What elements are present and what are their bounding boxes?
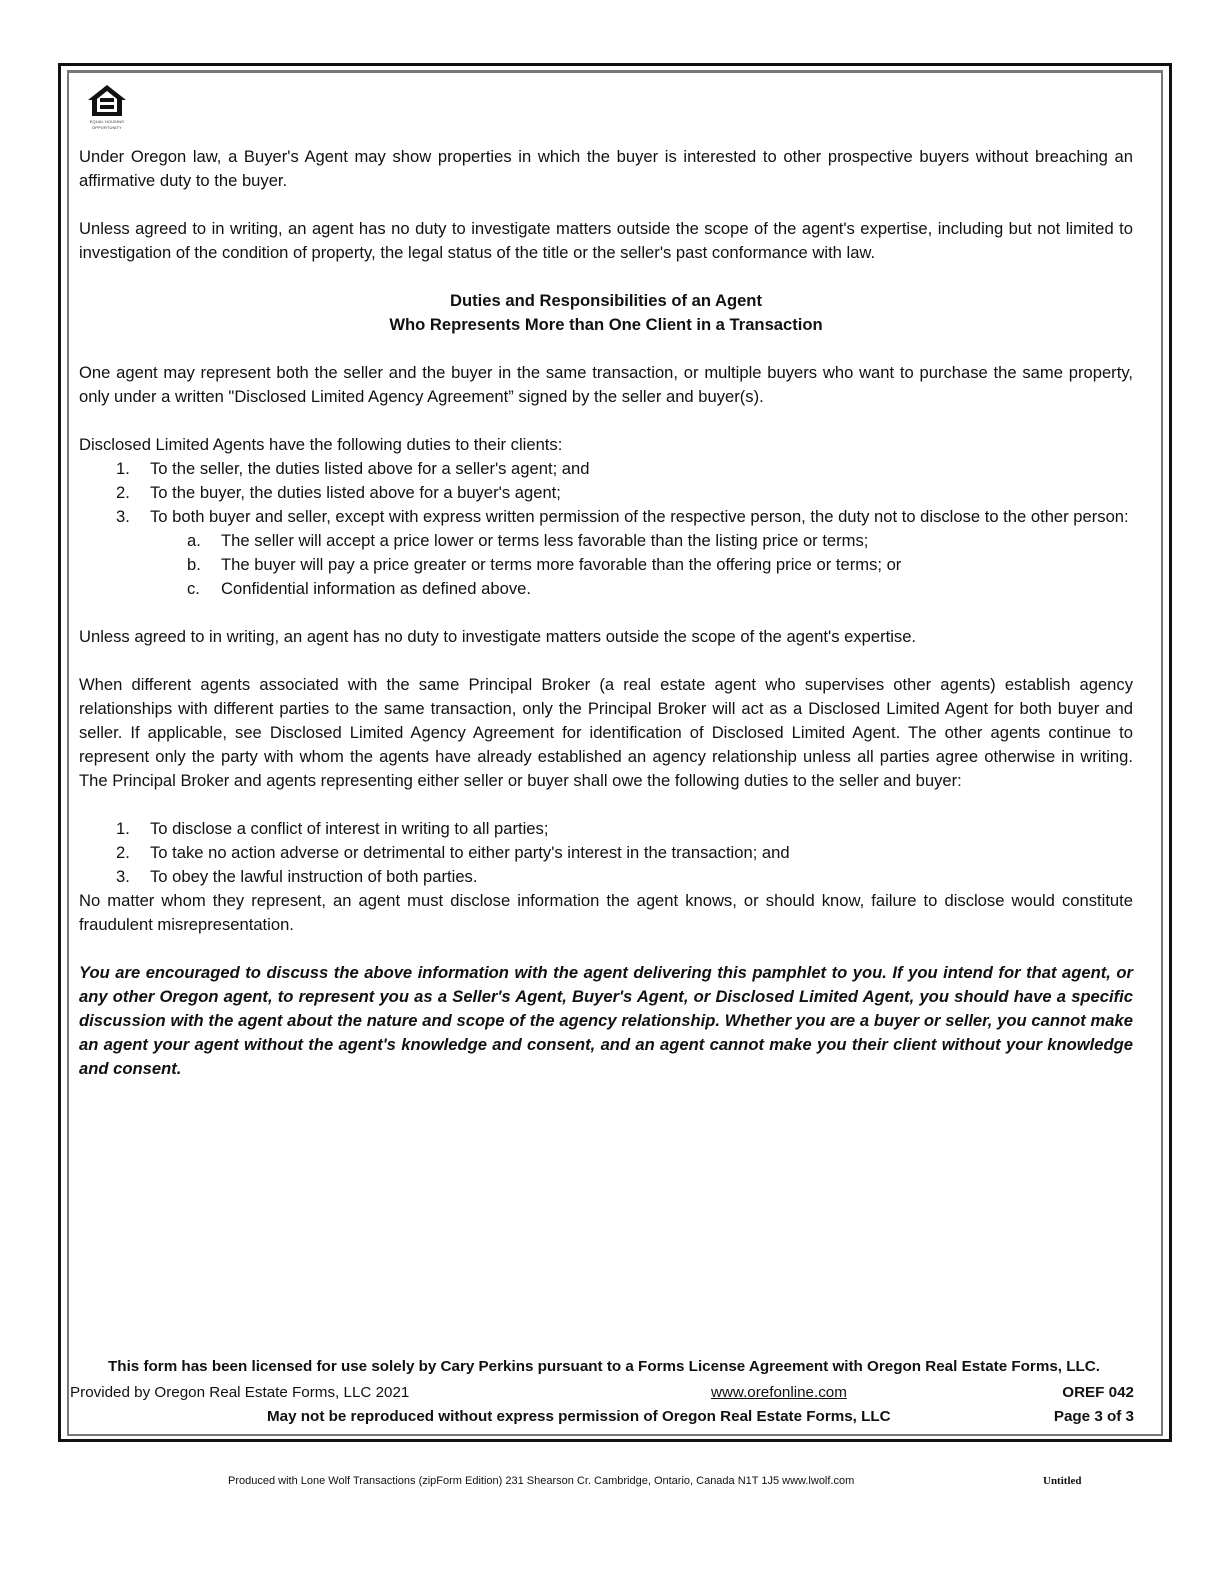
equal-housing-logo [84, 84, 130, 132]
page-number: Page 3 of 3 [1053, 1408, 1134, 1425]
sublist-item [150, 553, 1133, 577]
duties-sublist [150, 529, 1133, 601]
paragraph-buyers-agent: Under Oregon law, a Buyer's Agent may show properties in which the buyer is interested to other prospective buyers without breaching an affirmative duty to the buyer. [79, 147, 1133, 190]
broker-duties-list [79, 817, 1133, 889]
producer-line: Produced with Lone Wolf Transactions (zipForm Edition) 231 Shearson Cr. Cambridge, Ontario, Canada N1T 1J5 www.lwolf.com [228, 1475, 855, 1487]
reproduction-notice: May not be reproduced without express permission of Oregon Real Estate Forms, LLC [267, 1408, 891, 1425]
sublist-letter: a. [187, 531, 201, 550]
paragraph-disclosed-limited-agency: One agent may represent both the seller and the buyer in the same transaction, or multiple buyers who want to purchase the same property, only under a written "Disclosed Limited Agency Agreement” signed by the seller and buyer(s). [79, 363, 1133, 406]
heading-line-2: Who Represents More than One Client in a Transaction [389, 315, 823, 334]
list-item [79, 817, 1133, 841]
list-number: 1. [116, 819, 130, 838]
form-id: OREF 042 [1062, 1384, 1134, 1401]
section-heading [79, 289, 1133, 337]
document-name: Untitled [1043, 1475, 1082, 1487]
paragraph-principal-broker: When different agents associated with the same Principal Broker (a real estate agent who supervises other agents) establish agency relationships with different parties to the same transaction, only the Principal Broker will act as a Disclosed Limited Agent for both buyer and seller. If applicable, see Disclosed Limited Agency Agreement for identification of Disclosed Limited Agent. The other agents continue to represent only the party with whom the agents have already established an agency relationship unless all parties agree otherwise in writing. The Principal Broker and agents representing either seller or buyer shall owe the following duties to the seller and buyer: [79, 675, 1133, 790]
list-item [79, 481, 1133, 505]
paragraph-must-disclose: No matter whom they represent, an agent must disclose information the agent knows, or should know, failure to disclose would constitute fraudulent misrepresentation. [79, 891, 1133, 934]
list-number: 1. [116, 459, 130, 478]
equal-housing-opportunity-icon [86, 84, 128, 118]
sublist-letter: b. [187, 555, 201, 574]
list-text: To obey the lawful instruction of both parties. [150, 867, 478, 886]
list-item [79, 841, 1133, 865]
document-body [79, 145, 1133, 1081]
list-text: To both buyer and seller, except with express written permission of the respective person, the duty not to disclose to the other person: [150, 507, 1129, 526]
website-link[interactable]: www.orefonline.com [711, 1384, 847, 1401]
list-number: 3. [116, 867, 130, 886]
list-text: To the buyer, the duties listed above for a buyer's agent; [150, 483, 561, 502]
disclosed-limited-agent-duties [79, 433, 1133, 601]
sublist-text: Confidential information as defined above. [221, 579, 531, 598]
sublist-text: The seller will accept a price lower or terms less favorable than the listing price or terms; [221, 531, 869, 550]
duties-list [79, 457, 1133, 601]
list-text: To take no action adverse or detrimental to either party's interest in the transaction; and [150, 843, 790, 862]
paragraph-no-duty-investigate: Unless agreed to in writing, an agent has no duty to investigate matters outside the scope of the agent's expertise, including but not limited to investigation of the condition of property, the legal status of the title or the seller's past conformance with law. [79, 219, 1133, 262]
sublist-letter: c. [187, 579, 200, 598]
duties-intro: Disclosed Limited Agents have the following duties to their clients: [79, 435, 563, 454]
provided-by: Provided by Oregon Real Estate Forms, LLC 2021 [70, 1384, 410, 1401]
license-notice: This form has been licensed for use solely by Cary Perkins pursuant to a Forms License Agreement with Oregon Real Estate Forms, LLC. [108, 1358, 1100, 1375]
sublist-text: The buyer will pay a price greater or terms more favorable than the offering price or terms; or [221, 555, 902, 574]
list-item [79, 457, 1133, 481]
list-item [79, 505, 1133, 601]
logo-caption-line1: EQUAL HOUSING [89, 119, 125, 124]
sublist-item [150, 577, 1133, 601]
paragraph-no-duty-expertise: Unless agreed to in writing, an agent has no duty to investigate matters outside the scope of the agent's expertise. [79, 627, 917, 646]
list-item [79, 865, 1133, 889]
logo-caption-line2: OPPORTUNITY [92, 125, 122, 130]
heading-line-1: Duties and Responsibilities of an Agent [450, 291, 762, 310]
sublist-item [150, 529, 1133, 553]
list-number: 2. [116, 483, 130, 502]
paragraph-encouraged-discussion: You are encouraged to discuss the above information with the agent delivering this pamphlet to you. If you intend for that agent, or any other Oregon agent, to represent you as a Seller's Agent, Buyer's Agent, or Disclosed Limited Agent, you should have a specific discussion with the agent about the nature and scope of the agency relationship. Whether you are a buyer or seller, you cannot make an agent your agent without the agent's knowledge and consent, and an agent cannot make you their client without your knowledge and consent. [79, 963, 1133, 1078]
list-text: To disclose a conflict of interest in writing to all parties; [150, 819, 549, 838]
list-number: 2. [116, 843, 130, 862]
list-text: To the seller, the duties listed above for a seller's agent; and [150, 459, 590, 478]
list-number: 3. [116, 507, 130, 526]
